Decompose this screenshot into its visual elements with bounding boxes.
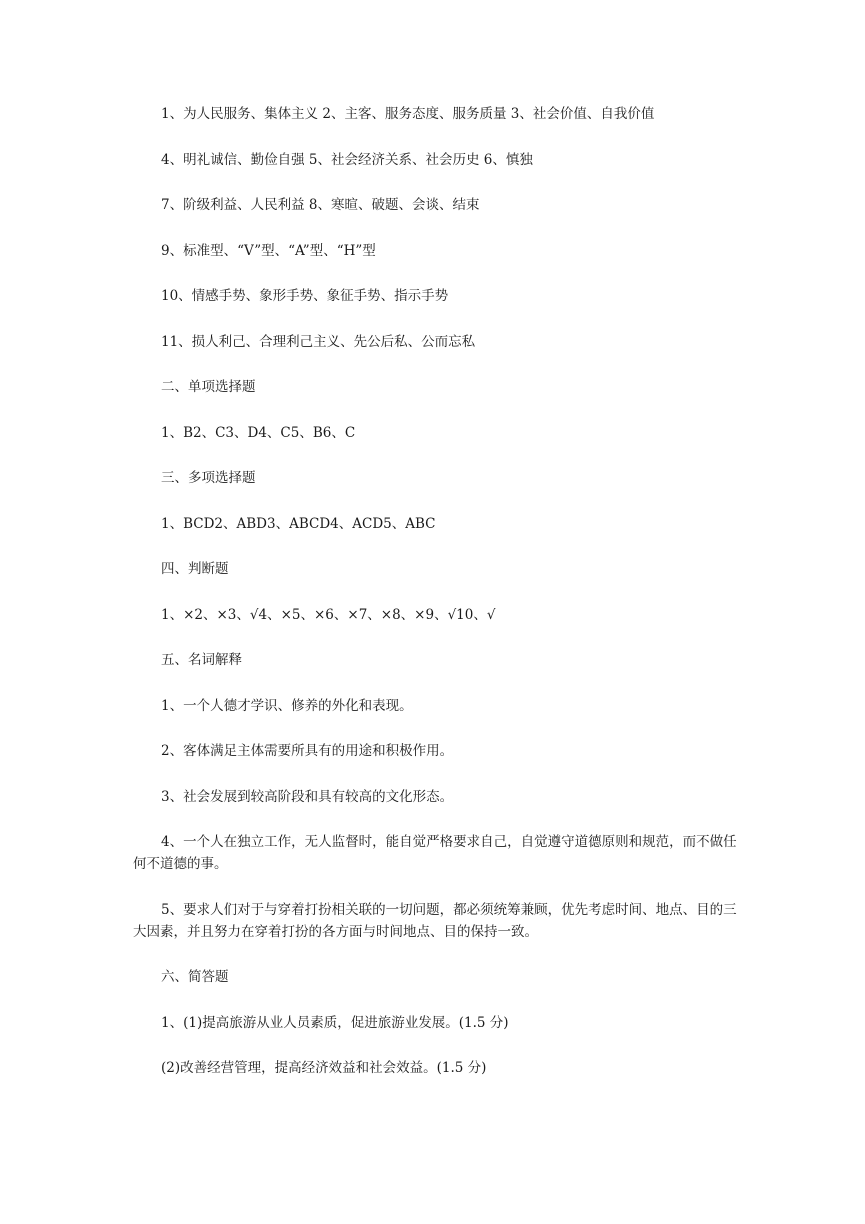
single-choice-answers: 1、B2、C3、D4、C5、B6、C: [161, 424, 356, 441]
term-explanation-4: 4、一个人在独立工作，无人监督时，能自觉严格要求自己，自觉遵守道德原则和规范，而不做任何不道德的事。: [133, 834, 737, 872]
fill-answer-line-3: 7、阶级利益、人民利益 8、寒暄、破题、会谈、结束: [161, 197, 480, 213]
section-heading-term-explanation: 五、名词解释: [161, 652, 242, 668]
term-explanation-3: 3、社会发展到较高阶段和具有较高的文化形态。: [161, 788, 454, 805]
short-answer-1-1: 1、(1)提高旅游从业人员素质，促进旅游业发展。(1.5 分): [161, 1014, 509, 1031]
section-heading-single-choice: 二、单项选择题: [161, 379, 256, 395]
fill-answer-line-1: 1、为人民服务、集体主义 2、主客、服务态度、服务质量 3、社会价值、自我价值: [161, 106, 655, 122]
term-explanation-1: 1、一个人德才学识、修养的外化和表现。: [161, 697, 413, 714]
term-explanation-2: 2、客体满足主体需要所具有的用途和积极作用。: [161, 743, 454, 759]
section-heading-true-false: 四、判断题: [161, 561, 229, 577]
document-body: [133, 103, 745, 1079]
fill-answer-line-5: 10、情感手势、象形手势、象征手势、指示手势: [161, 288, 449, 304]
short-answer-1-2: (2)改善经营管理，提高经济效益和社会效益。(1.5 分): [161, 1060, 487, 1076]
section-heading-short-answer: 六、简答题: [161, 969, 229, 985]
section-heading-multiple-choice: 三、多项选择题: [161, 470, 256, 486]
multiple-choice-answers: 1、BCD2、ABD3、ABCD4、ACD5、ABC: [161, 515, 436, 532]
true-false-answers: 1、×2、×3、√4、×5、×6、×7、×8、×9、√10、√: [161, 606, 496, 623]
term-explanation-5: 5、要求人们对于与穿着打扮相关联的一切问题，都必须统筹兼顾，优先考虑时间、地点、目的三大因素，并且努力在穿着打扮的各方面与时间地点、目的保持一致。: [133, 901, 737, 940]
fill-answer-line-2: 4、明礼诚信、勤俭自强 5、社会经济关系、社会历史 6、慎独: [161, 151, 533, 168]
fill-answer-line-6: 11、损人利己、合理利己主义、先公后私、公而忘私: [161, 333, 476, 350]
fill-answer-line-4: 9、标准型、“V”型、“A”型、“H”型: [161, 242, 376, 259]
